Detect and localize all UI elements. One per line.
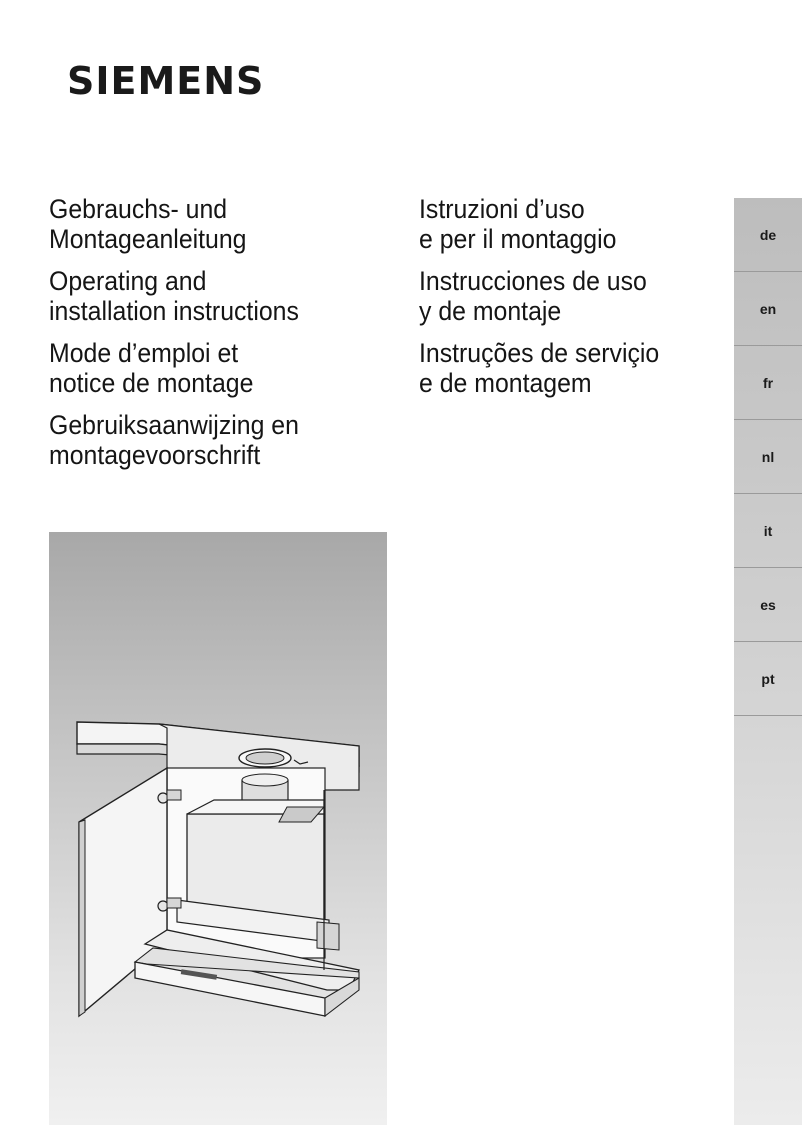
title-line: e per il montaggio — [419, 224, 617, 254]
cabinet-door-edge — [79, 820, 85, 1016]
title-line: Gebruiksaanwijzing en — [49, 410, 299, 440]
title-line: y de montaje — [419, 296, 562, 326]
lang-tab-pt[interactable]: pt — [734, 642, 802, 716]
title-german — [49, 194, 371, 254]
lang-tab-fr[interactable]: fr — [734, 346, 802, 420]
title-line: Operating and — [49, 266, 207, 296]
hinge-plate — [167, 790, 181, 800]
title-italian — [419, 194, 695, 254]
shelf-side — [317, 922, 339, 950]
title-line: Gebrauchs- und — [49, 194, 228, 224]
title-french — [49, 338, 371, 398]
title-spanish — [419, 266, 695, 326]
hinge-plate — [167, 898, 181, 908]
title-line: Istruzioni d’uso — [419, 194, 585, 224]
title-line: Montageanleitung — [49, 224, 247, 254]
title-line: montagevoorschrift — [49, 440, 261, 470]
title-line: notice de montage — [49, 368, 254, 398]
title-line: Mode d’emploi et — [49, 338, 239, 368]
title-column-right — [419, 194, 719, 410]
title-line: installation instructions — [49, 296, 299, 326]
product-illustration — [49, 532, 387, 1125]
duct-top — [242, 774, 288, 786]
title-line: e de montagem — [419, 368, 592, 398]
brand-logo: SIEMENS — [67, 59, 265, 103]
title-dutch — [49, 410, 371, 470]
lang-tab-nl[interactable]: nl — [734, 420, 802, 494]
extractor-hood-drawing — [49, 532, 387, 1125]
title-line: Instruções de serviçio — [419, 338, 660, 368]
lang-tab-en[interactable]: en — [734, 272, 802, 346]
lang-tab-de[interactable]: de — [734, 198, 802, 272]
lang-tab-it[interactable]: it — [734, 494, 802, 568]
title-english — [49, 266, 371, 326]
title-column-left — [49, 194, 399, 482]
title-portuguese — [419, 338, 695, 398]
language-tab-bar — [734, 198, 802, 1125]
lang-tab-es[interactable]: es — [734, 568, 802, 642]
exhaust-collar-inner — [246, 752, 284, 764]
title-line: Instrucciones de uso — [419, 266, 647, 296]
